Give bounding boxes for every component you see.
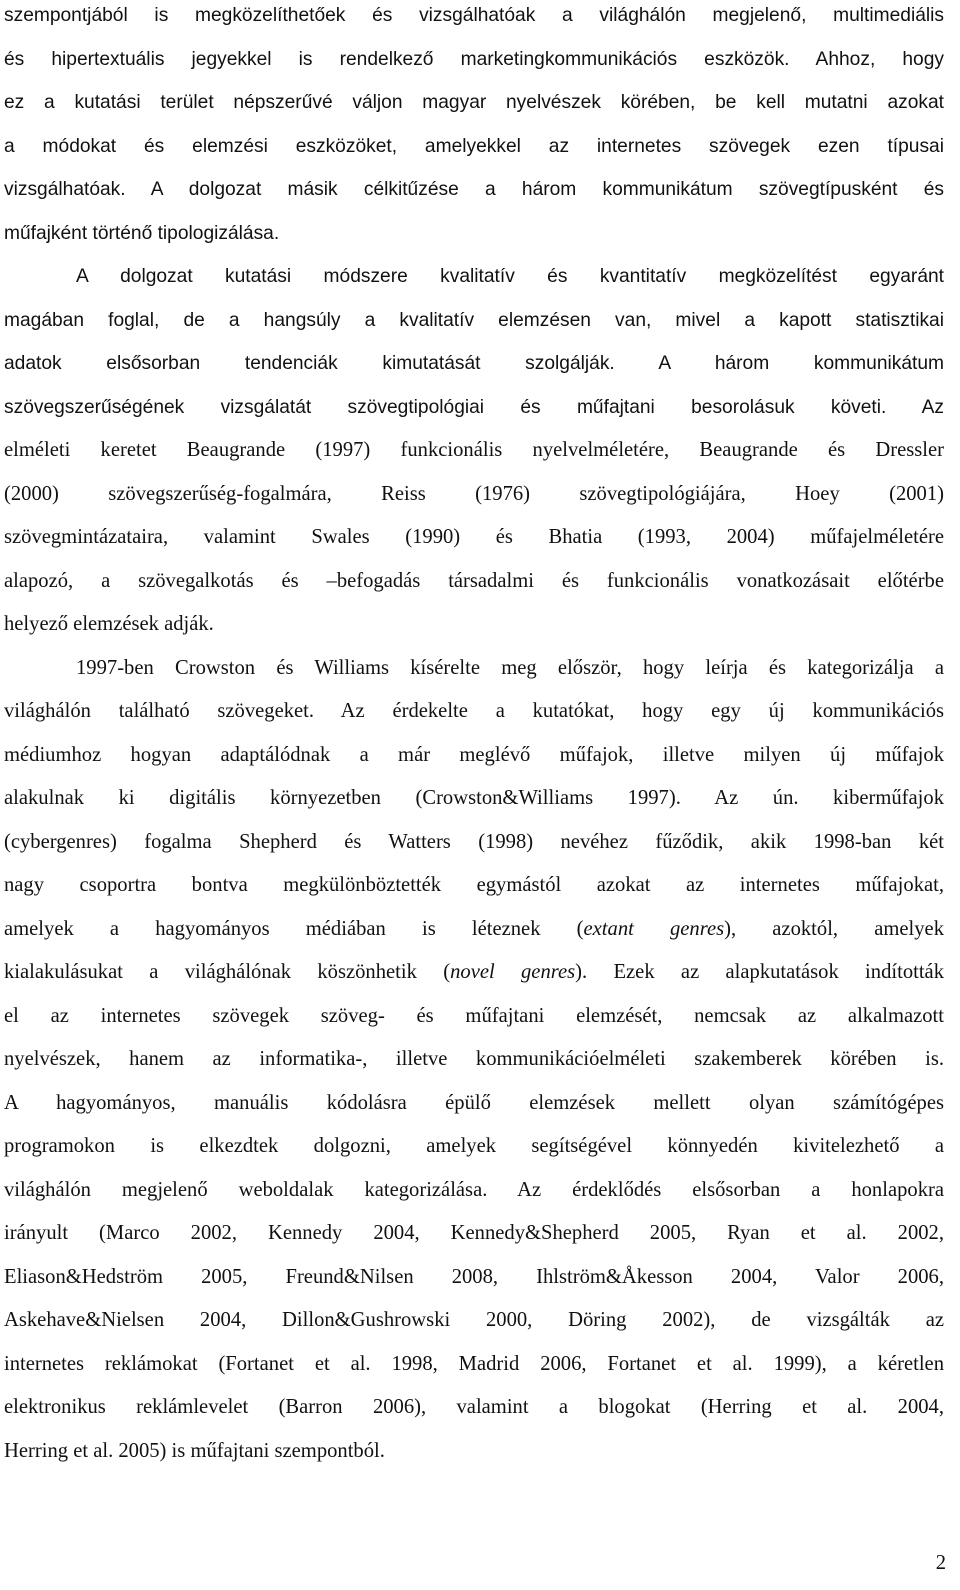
text-line: Askehave&Nielsen 2004, Dillon&Gushrowski 2000, Döring 2002), de vizsgálták az: [4, 1309, 944, 1331]
text-line: Eliason&Hedström 2005, Freund&Nilsen 2008, Ihlström&Åkesson 2004, Valor 2006,: [4, 1265, 944, 1288]
text-line: alapozó, a szövegalkotás és –befogadás társadalmi és funkcionális vonatkozásait előtérbe: [4, 569, 944, 592]
italic-term: novel genres: [450, 961, 576, 983]
text-line: nyelvészek, hanem az informatika-, illetve kommunikációelméleti szakemberek körében is.: [4, 1048, 944, 1070]
text-line: médiumhoz hogyan adaptálódnak a már meglévő műfajok, illetve milyen új műfajok: [4, 743, 944, 766]
text-line: világhálón található szövegeket. Az érdekelte a kutatókat, hogy egy új kommunikációs: [4, 700, 944, 722]
text-line: szövegszerűségének vizsgálatát szövegtipológiai és műfajtani besorolásuk követi. Az: [4, 396, 944, 418]
text-line: helyező elemzések adják.: [4, 613, 214, 635]
italic-term: extant genres: [583, 917, 725, 940]
text-line: a módokat és elemzési eszközöket, amelyekkel az internetes szövegek ezen típusai: [4, 135, 944, 157]
text-segment: kialakulásukat a világhálónak köszönhetik (: [4, 961, 451, 983]
text-line: szempontjából is megközelíthetőek és vizsgálhatóak a világhálón megjelenő, multimediális: [4, 5, 944, 26]
text-line: adatok elsősorban tendenciák kimutatását szolgálják. A három kommunikátum: [4, 353, 944, 374]
text-line: [4, 951, 944, 995]
page-number: 2: [935, 1552, 946, 1574]
text-segment: ), azoktól, amelyek: [724, 917, 944, 940]
text-line: internetes reklámokat (Fortanet et al. 1998, Madrid 2006, Fortanet et al. 1999), a kéretlen: [4, 1352, 944, 1375]
text-line: világhálón megjelenő weboldalak kategorizálása. Az érdeklődés elsősorban a honlapokra: [4, 1178, 944, 1201]
text-line: elektronikus reklámlevelet (Barron 2006), valamint a blogokat (Herring et al. 2004,: [4, 1396, 944, 1418]
text-segment: amelyek a hagyományos médiában is léteznek (: [4, 917, 584, 940]
text-line: irányult (Marco 2002, Kennedy 2004, Kennedy&Shepherd 2005, Ryan et al. 2002,: [4, 1222, 944, 1244]
text-segment: ). Ezek az alapkutatások indították: [575, 961, 944, 983]
text-line: el az internetes szövegek szöveg- és műfajtani elemzését, nemcsak az alkalmazott: [4, 1004, 944, 1027]
text-line: és hipertextuális jegyekkel is rendelkező marketingkommunikációs eszközök. Ahhoz, hogy: [4, 48, 944, 70]
text-line: elméleti keretet Beaugrande (1997) funkcionális nyelvelméletére, Beaugrande és Dressler: [4, 439, 944, 461]
text-line: szövegmintázataira, valamint Swales (1990) és Bhatia (1993, 2004) műfajelméletére: [4, 526, 944, 548]
text-line: Herring et al. 2005) is műfajtani szempontból.: [4, 1439, 385, 1462]
text-line: nagy csoportra bontva megkülönböztették egymástól azokat az internetes műfajokat,: [4, 874, 944, 896]
text-line: A hagyományos, manuális kódolásra épülő elemzések mellett olyan számítógépes: [4, 1091, 944, 1114]
text-line: (2000) szövegszerűség-fogalmára, Reiss (1976) szövegtipológiájára, Hoey (2001): [4, 482, 944, 505]
text-line: ez a kutatási terület népszerűvé váljon magyar nyelvészek körében, be kell mutatni azokat: [4, 92, 944, 113]
paragraph-first-line: 1997-ben Crowston és Williams kísérelte meg először, hogy leírja és kategorizálja a: [76, 656, 944, 679]
text-line: programokon is elkezdtek dolgozni, amelyek segítségével könnyedén kivitelezhető a: [4, 1135, 944, 1157]
text-line: [4, 908, 944, 952]
paragraph-first-line: A dolgozat kutatási módszere kvalitatív és kvantitatív megközelítést egyaránt: [76, 266, 944, 287]
text-line: (cybergenres) fogalma Shepherd és Watters (1998) nevéhez fűződik, akik 1998-ban két: [4, 830, 944, 853]
text-line: műfajként történő tipologizálása.: [4, 222, 280, 244]
text-line: vizsgálhatóak. A dolgozat másik célkitűzése a három kommunikátum szövegtípusként és: [4, 179, 944, 200]
text-line: magában foglal, de a hangsúly a kvalitatív elemzésen van, mivel a kapott statisztikai: [4, 309, 944, 331]
text-line: alakulnak ki digitális környezetben (Crowston&Williams 1997). Az ún. kiberműfajok: [4, 787, 944, 809]
